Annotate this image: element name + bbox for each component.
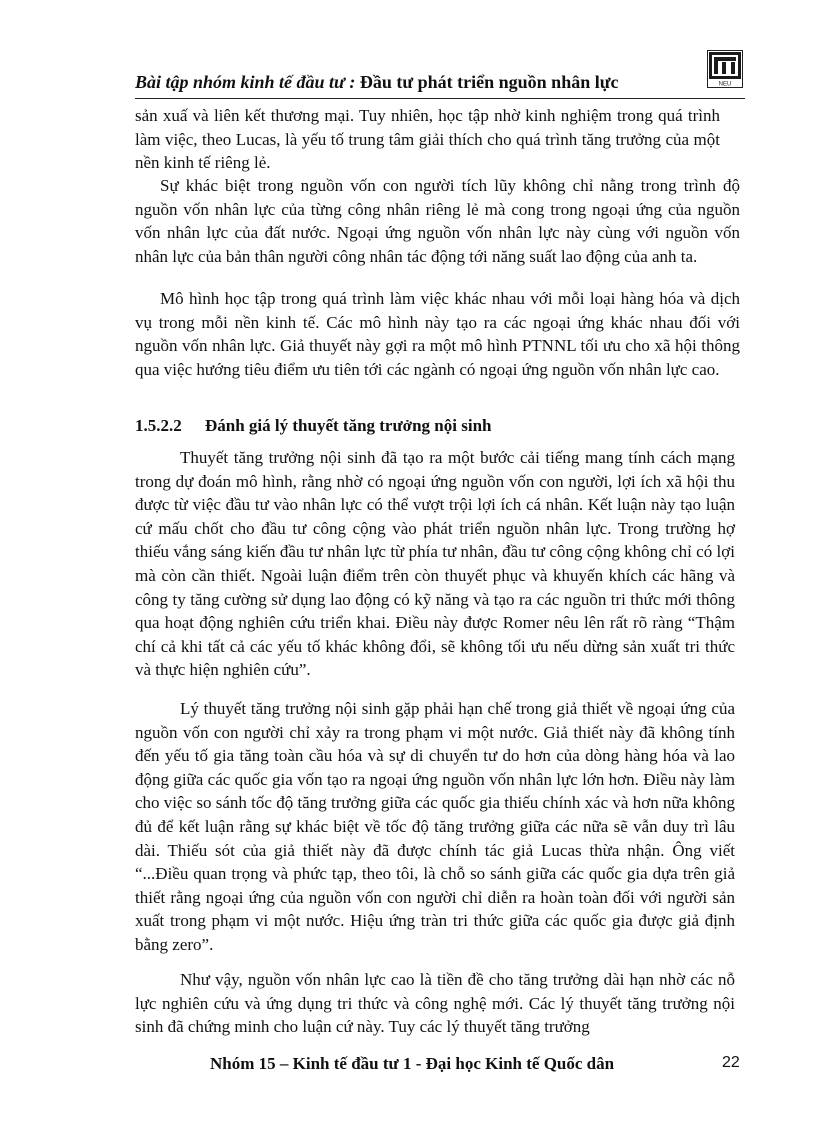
paragraph-2: Sự khác biệt trong nguồn vốn con người tích lũy không chỉ nằng trong trình độ nguồn vốn nhân lực của từng công nhân riêng lẻ mà cong trong ngoại ứng của nguồn vốn nhân lực của đất nước. Ngoại ứng nguồn vốn nhân lực này cùng với nguồn vốn nhân lực của bản thân người công nhân tác động tới năng suất lao động của anh ta. (135, 176, 740, 266)
paragraph-4: Thuyết tăng trưởng nội sinh đã tạo ra một bước cải tiếng mang tính cách mạng trong dự đoán mô hình, rằng nhờ có ngoại ứng nguồn vốn con người, lợi ích xã hội thu được từ việc đầu tư vào nhân lực có thể vượt trội lợi ích cá nhân. Kết luận này tạo luận cứ mấu chốt cho đầu tư công cộng vào phát triển nguồn nhân lực. Trong trường hợ thiếu vắng sáng kiến đầu tư nhân lực từ phía tư nhân, đầu tư công cộng không chỉ có lợi mà còn cần thiết. Ngoài luận điểm trên còn thuyết phục và khuyến khích các hãng và công ty tăng cường sử dụng lao động có kỹ năng và tạo ra các nguồn tri thức mới thông qua hoạt động nghiên cứu triển khai. Điều này được Romer nêu lên rất rõ ràng “Thậm chí cả khi tất cả các yếu tố khác không đổi, sẽ không tối ưu nếu dừng sản xuất tri thức và thực hiện nghiên cứu”. (135, 448, 735, 680)
header-title-rest: Đầu tư phát triển nguồn nhân lực (355, 72, 619, 92)
paragraph-1: sản xuấ và liên kết thương mại. Tuy nhiên, học tập nhờ kinh nghiệm trong quá trình làm việc, theo Lucas, là yếu tố trung tâm giải thích cho quá trình tăng trưởng của một nền kinh tế riêng lẻ. (135, 106, 720, 173)
section-title: Đánh giá lý thuyết tăng trưởng nội sinh (205, 416, 492, 435)
header-title-italic: Bài tập nhóm kinh tế đầu tư : (135, 72, 356, 92)
paragraph-5: Lý thuyết tăng trưởng nội sinh gặp phải hạn chế trong giả thiết về ngoại ứng của nguồn vốn con người chỉ xảy ra trong phạm vi một nước. Giả thiết này đã không tính đến yếu tố gia tăng toàn cầu hóa và sự di chuyển tư do hơn của dòng hàng hóa và lao động giữa các quốc gia vốn tạo ra ngoại ứng nguồn vốn nhân lực lớn hơn. Điều này làm cho việc so sánh tốc độ tăng trưởng giữa các quốc gia thiếu chính xác và hơn nữa không đủ để kết luận rằng sự khác biệt về tốc độ tăng trưởng giữa các nữa sẽ vẫn duy trì lâu dài. Thiếu sót của giả thiết này đã được chính tác giả Lucas thừa nhận. Ông viết “...Điều quan trọng và phức tạp, theo tôi, là chỗ so sánh giữa các quốc gia dựa trên giả thiết rằng ngoại ứng của nguồn vốn con người chỉ diễn ra hoàn toàn đối với người sản xuất trong phạm vi một nước. Hiệu ứng tràn tri thức giữa các quốc gia được giả định bằng zero”. (135, 699, 735, 954)
section-heading (135, 416, 491, 436)
page-number: 22 (722, 1054, 740, 1071)
header-divider (135, 98, 745, 99)
page-footer: Nhóm 15 – Kinh tế đầu tư 1 - Đại học Kinh tế Quốc dân (210, 1054, 615, 1073)
logo-text: NEU (718, 81, 732, 88)
paragraph-3: Mô hình học tập trong quá trình làm việc khác nhau với mỗi loại hàng hóa và dịch vụ trong mỗi nền kinh tế. Các mô hình này tạo ra các ngoại ứng khác nhau đối với nguồn vốn nhân lực. Giả thuyết này gợi ra một mô hình PTNNL tối ưu cho xã hội thông qua việc hướng tiêu điểm ưu tiên tới các ngành có ngoại ứng nguồn vốn nhân lực cao. (135, 289, 740, 379)
section-number: 1.5.2.2 (135, 416, 182, 435)
page-header (135, 72, 735, 93)
paragraph-6: Như vậy, nguồn vốn nhân lực cao là tiền đề cho tăng trưởng dài hạn nhờ các nỗ lực nghiên cứu và ứng dụng tri thức và công nghệ mới. Các lý thuyết tăng trưởng nội sinh đã chứng minh cho luận cứ này. Tuy các lý thuyết tăng trưởng (135, 970, 735, 1037)
